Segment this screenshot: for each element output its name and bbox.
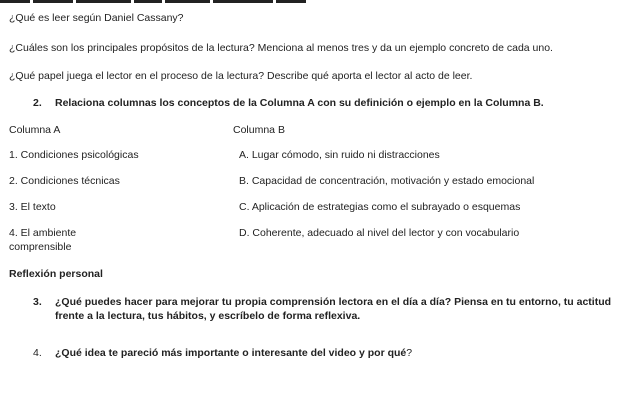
column-a-item: 2. Condiciones técnicas	[9, 175, 120, 187]
question-3	[33, 295, 620, 323]
question-4-text: ¿Qué idea te pareció más importante o interesante del video y por qué	[55, 347, 407, 359]
column-b-header: Columna B	[233, 124, 285, 136]
section-title: Relaciona columnas los conceptos de la Columna A con su definición o ejemplo en la Columna B.	[55, 97, 544, 109]
question-number: 3.	[33, 296, 42, 308]
question-4	[33, 347, 412, 359]
cropped-text-line	[0, 0, 636, 4]
column-a-header: Columna A	[9, 124, 61, 136]
column-b-item: C. Aplicación de estrategias como el subrayado o esquemas	[239, 201, 521, 213]
section-number: 2.	[33, 97, 42, 109]
question-reader-role: ¿Qué papel juega el lector en el proceso de la lectura? Describe qué aporta el lector al acto de leer.	[9, 70, 473, 82]
column-b-item: B. Capacidad de concentración, motivación y estado emocional	[239, 175, 535, 187]
section-2-heading	[33, 97, 544, 109]
column-a-item-continuation: comprensible	[9, 241, 72, 253]
question-number: 4.	[33, 347, 42, 359]
question-purposes: ¿Cuáles son los principales propósitos de la lectura? Menciona al menos tres y da un ejemplo concreto de cada uno.	[9, 42, 553, 54]
reflection-heading: Reflexión personal	[9, 268, 103, 280]
column-b-item: A. Lugar cómodo, sin ruido ni distracciones	[239, 149, 440, 161]
column-b-item: D. Coherente, adecuado al nivel del lector y con vocabulario	[239, 227, 520, 239]
column-a-item: 4. El ambiente	[9, 227, 77, 239]
question-3-text: ¿Qué puedes hacer para mejorar tu propia comprensión lectora en el día a día? Piensa en tu entorno, tu actitud frente a la lectura, tus hábitos, y escríbelo de forma reflexiva.	[55, 296, 612, 322]
question-4-end: ?	[406, 347, 413, 359]
question-cassany: ¿Qué es leer según Daniel Cassany?	[9, 12, 184, 24]
column-a-item: 1. Condiciones psicológicas	[9, 149, 139, 161]
column-a-item: 3. El texto	[9, 201, 56, 213]
